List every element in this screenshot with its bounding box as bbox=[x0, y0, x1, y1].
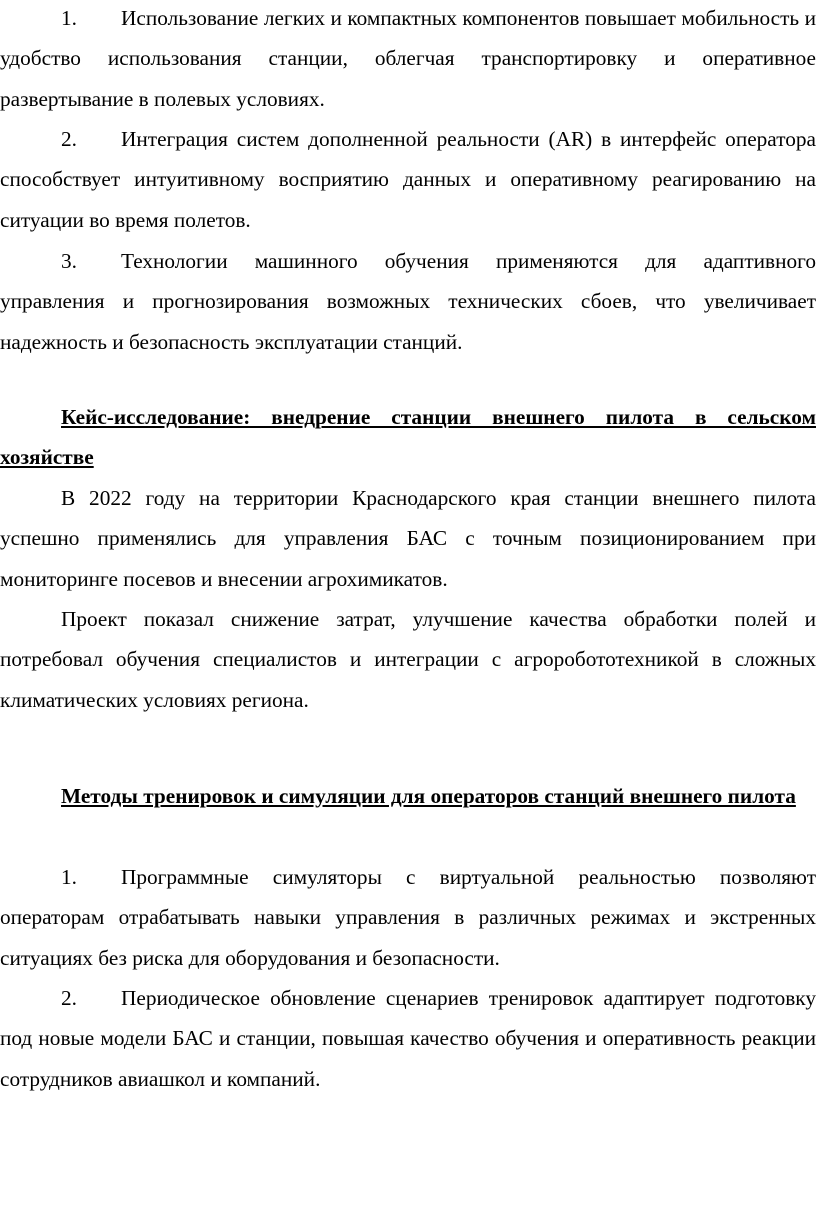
case-study-heading-text: Кейс-исследование: внедрение станции внешнего пилота в сельском хозяйстве bbox=[0, 405, 816, 470]
list-item-text: Программные симуляторы с виртуальной реальностью позволяют операторам отрабатывать навыки управления в различных режимах и экстренных ситуациях без риска для оборудования и безопасности. bbox=[0, 865, 816, 970]
case-study-paragraph-2: Проект показал снижение затрат, улучшение качества обработки полей и потребовал обучения специалистов и интеграции с агроробототехникой в сложных климатических условиях региона. bbox=[0, 607, 816, 712]
list-item-text: Технологии машинного обучения применяются для адаптивного управления и прогнозирования возможных технических сбоев, что увеличивает надежность и безопасность эксплуатации станций. bbox=[0, 249, 816, 354]
training-heading-text: Методы тренировок и симуляции для операторов станций внешнего пилота bbox=[61, 784, 796, 808]
list-item-number: 3. bbox=[61, 249, 77, 273]
list-item-number: 2. bbox=[61, 127, 77, 151]
list-item-2 bbox=[0, 119, 816, 240]
list-item-text: Использование легких и компактных компонентов повышает мобильность и удобство использования станции, облегчая транспортировку и оперативное развертывание в полевых условиях. bbox=[0, 6, 816, 111]
list-item-number: 1. bbox=[61, 6, 77, 30]
list-item-text: Интеграция систем дополненной реальности (AR) в интерфейс оператора способствует интуитивному восприятию данных и оперативному реагированию на ситуации во время полетов. bbox=[0, 127, 816, 232]
training-item-2 bbox=[0, 978, 816, 1099]
case-study-paragraph-1: В 2022 году на территории Краснодарского края станции внешнего пилота успешно применялись для управления БАС с точным позиционированием при мониторинге посевов и внесении агрохимикатов. bbox=[0, 486, 816, 591]
list-item-text: Периодическое обновление сценариев тренировок адаптирует подготовку под новые модели БАС и станции, повышая качество обучения и оперативность реакции сотрудников авиашкол и компаний. bbox=[0, 986, 816, 1091]
case-study-heading bbox=[0, 397, 816, 478]
list-item-1 bbox=[0, 0, 816, 119]
training-item-1 bbox=[0, 857, 816, 978]
training-heading bbox=[0, 776, 816, 816]
list-item-number: 2. bbox=[61, 986, 77, 1010]
list-item-3 bbox=[0, 241, 816, 362]
list-item-number: 1. bbox=[61, 865, 77, 889]
